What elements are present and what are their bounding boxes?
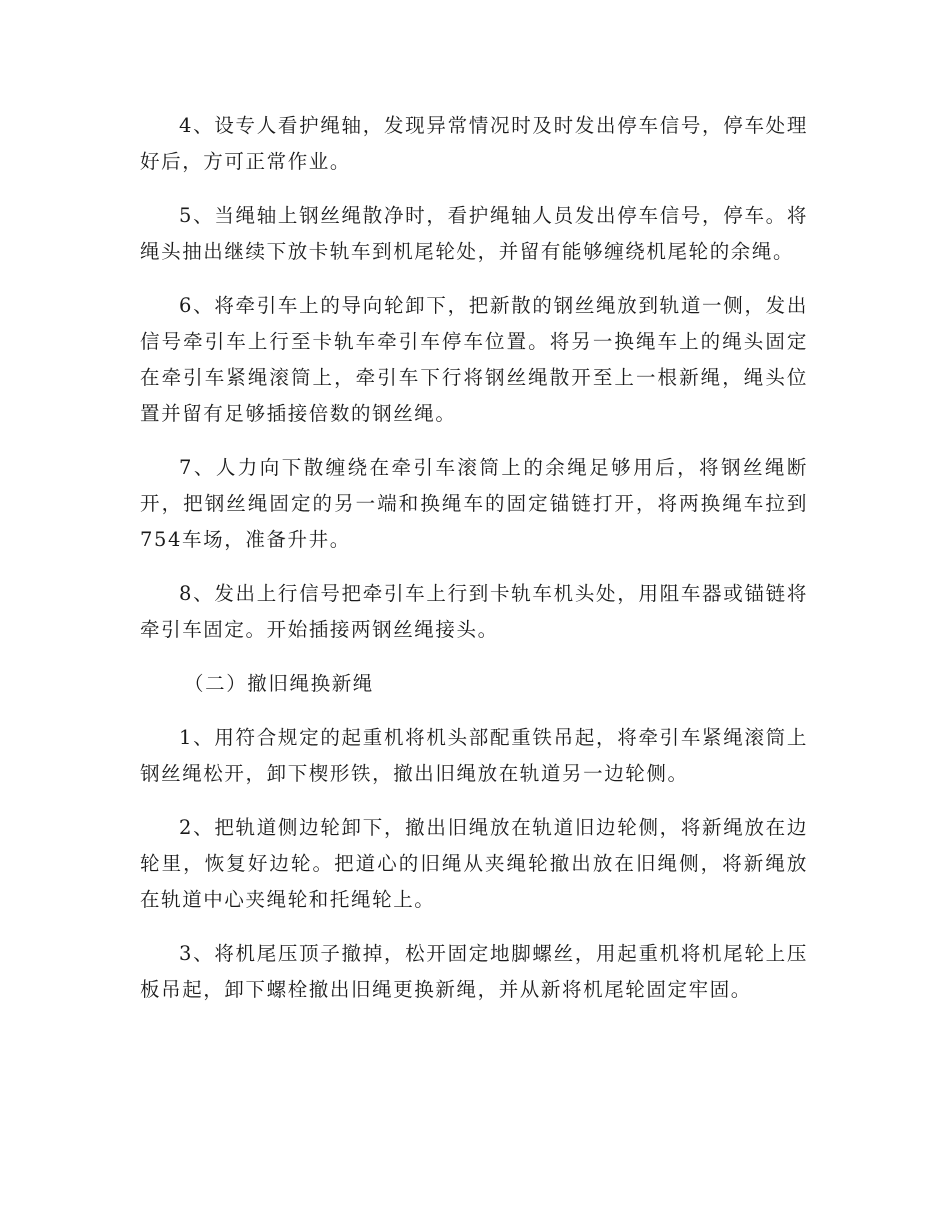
section-heading: （二）撤旧绳换新绳 — [184, 672, 374, 695]
paragraph-step-5: 5、当绳轴上钢丝绳散净时，看护绳轴人员发出停车信号，停车。将绳头抽出继续下放卡轨车到机尾轮处，并留有能够缠绕机尾轮的余绳。 — [140, 204, 808, 263]
document-page — [140, 108, 808, 1026]
paragraph-step-6: 6、将牵引车上的导向轮卸下，把新散的钢丝绳放到轨道一侧，发出信号牵引车上行至卡轨车牵引车停车位置。将另一换绳车上的绳头固定在牵引车紧绳滚筒上，牵引车下行将钢丝绳散开至上一根新绳，绳头位置并留有足够插接倍数的钢丝绳。 — [140, 294, 808, 425]
section-paragraph-step-3: 3、将机尾压顶子撤掉，松开固定地脚螺丝，用起重机将机尾轮上压板吊起，卸下螺栓撤出旧绳更换新绳，并从新将机尾轮固定牢固。 — [140, 942, 808, 1001]
section-paragraph-step-1: 1、用符合规定的起重机将机头部配重铁吊起，将牵引车紧绳滚筒上钢丝绳松开，卸下楔形铁，撤出旧绳放在轨道另一边轮侧。 — [140, 726, 808, 785]
section-paragraph-step-2: 2、把轨道侧边轮卸下，撤出旧绳放在轨道旧边轮侧，将新绳放在边轮里，恢复好边轮。把道心的旧绳从夹绳轮撤出放在旧绳侧，将新绳放在轨道中心夹绳轮和托绳轮上。 — [140, 816, 808, 911]
paragraph-step-7: 7、人力向下散缠绕在牵引车滚筒上的余绳足够用后，将钢丝绳断开，把钢丝绳固定的另一端和换绳车的固定锚链打开，将两换绳车拉到754车场，准备升井。 — [140, 456, 808, 551]
paragraph-step-4: 4、设专人看护绳轴，发现异常情况时及时发出停车信号，停车处理好后，方可正常作业。 — [140, 114, 808, 173]
paragraph-step-8: 8、发出上行信号把牵引车上行到卡轨车机头处，用阻车器或锚链将牵引车固定。开始插接两钢丝绳接头。 — [140, 582, 808, 641]
